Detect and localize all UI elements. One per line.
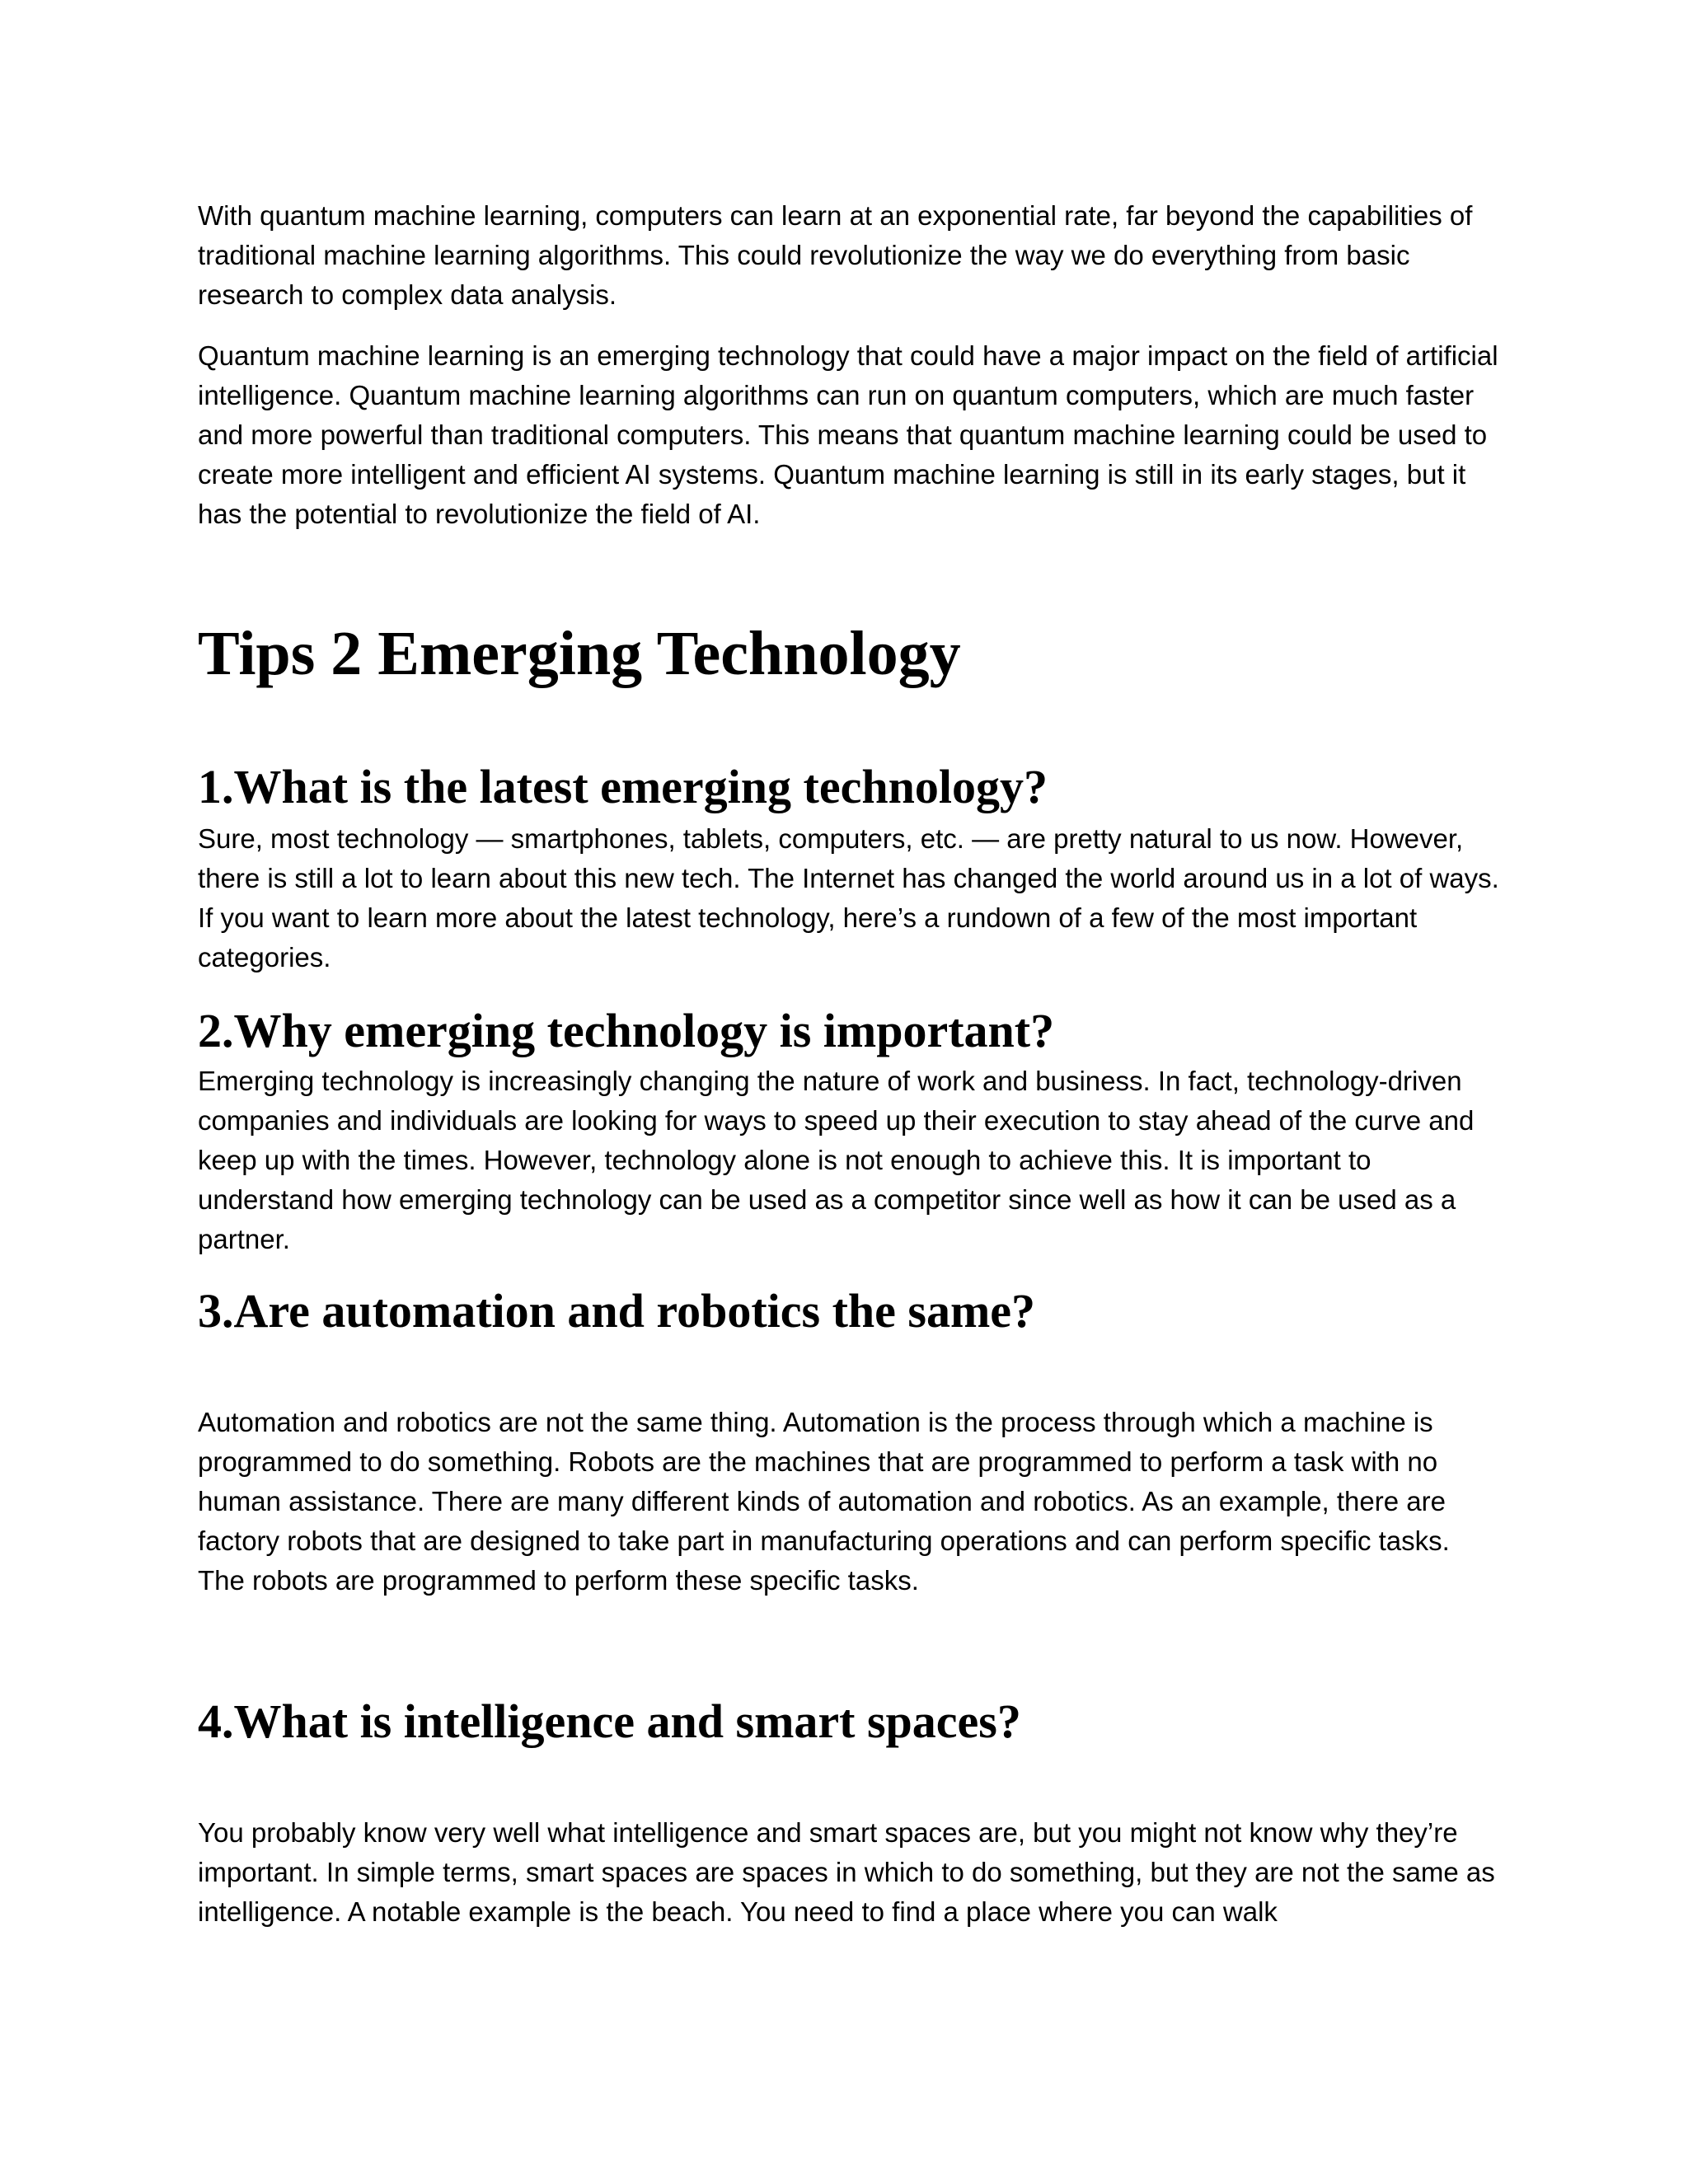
intro-paragraph-1: With quantum machine learning, computers can learn at an exponential rate, far beyond the capabilities of traditional machine learning algorithms. This could revolutionize the way we do everything from basic research to complex data analysis. — [198, 200, 1473, 310]
section-1-heading: 1.What is the latest emerging technology? — [198, 760, 1048, 813]
section-2-body: Emerging technology is increasingly changing the nature of work and business. In fact, technology-driven companies and individuals are looking for ways to speed up their execution to stay ahead of the curve and keep up with the times. However, technology alone is not enough to achieve this. It is important to understand how emerging technology can be used as a competitor since well as how it can be used as a partner. — [198, 1066, 1475, 1254]
main-title: Tips 2 Emerging Technology — [198, 619, 961, 688]
section-4-heading: 4.What is intelligence and smart spaces? — [198, 1694, 1021, 1748]
section-3-body: Automation and robotics are not the same thing. Automation is the process through which a machine is programmed to do something. Robots are the machines that are programmed to perform a task with no human assistance. There are many different kinds of automation and robotics. As an example, there are factory robots that are designed to take part in manufacturing operations and can perform specific tasks. The robots are programmed to perform these specific tasks. — [198, 1407, 1450, 1596]
intro-paragraph-2: Quantum machine learning is an emerging technology that could have a major impact on the field of artificial intelligence. Quantum machine learning algorithms can run on quantum computers, which are much faster and more powerful than traditional computers. This means that quantum machine learning could be used to create more intelligent and efficient AI systems. Quantum machine learning is still in its early stages, but it has the potential to revolutionize the field of AI. — [198, 340, 1498, 529]
section-1-body: Sure, most technology — smartphones, tablets, computers, etc. — are pretty natural to us now. However, there is still a lot to learn about this new tech. The Internet has changed the world around us in a lot of ways. If you want to learn more about the latest technology, here’s a rundown of a few of the most important categories. — [198, 823, 1499, 972]
section-4-body: You probably know very well what intelligence and smart spaces are, but you might not know why they’re important. In simple terms, smart spaces are spaces in which to do something, but they are not the same as intelligence. A notable example is the beach. You need to find a place where you can walk — [198, 1817, 1495, 1927]
section-2-heading: 2.Why emerging technology is important? — [198, 1004, 1055, 1057]
section-3-heading: 3.Are automation and robotics the same? — [198, 1284, 1036, 1338]
